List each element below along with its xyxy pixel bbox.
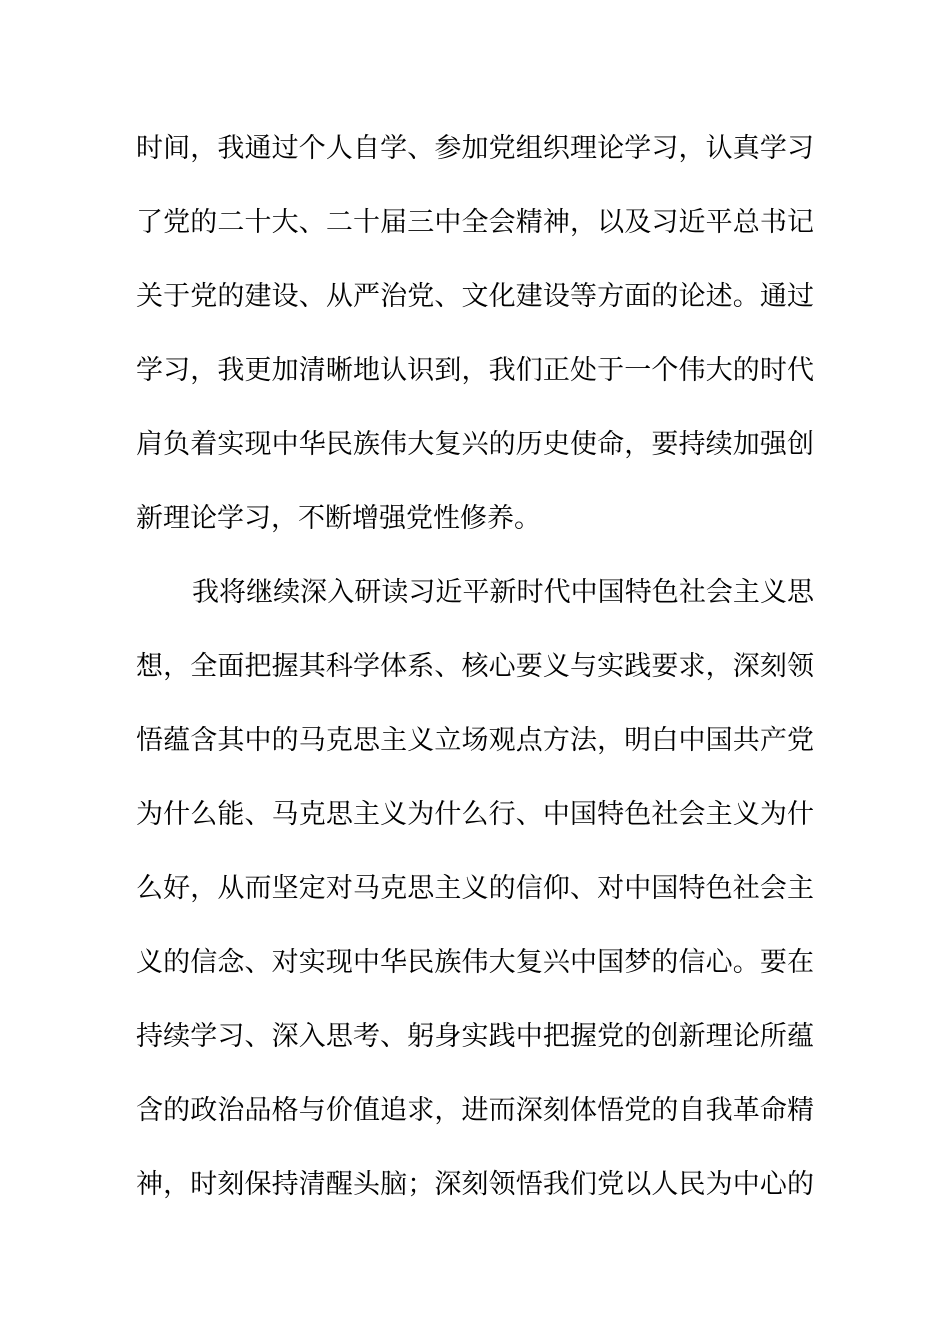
text-line: 含的政治品格与价值追求，进而深刻体悟党的自我革命精	[136, 1095, 814, 1125]
text-line: 为什么能、马克思主义为什么行、中国特色社会主义为什	[136, 799, 814, 829]
text-line: 时间，我通过个人自学、参加党组织理论学习，认真学习	[136, 133, 814, 163]
text-line-paragraph-start: 我将继续深入研读习近平新时代中国特色社会主义思	[192, 577, 814, 607]
text-line: 肩负着实现中华民族伟大复兴的历史使命，要持续加强创	[136, 429, 814, 459]
text-line: 持续学习、深入思考、躬身实践中把握党的创新理论所蕴	[136, 1021, 814, 1051]
text-line: 神，时刻保持清醒头脑；深刻领悟我们党以人民为中心的	[136, 1169, 814, 1199]
text-line: 了党的二十大、二十届三中全会精神，以及习近平总书记	[136, 207, 814, 237]
text-line-paragraph-end: 新理论学习，不断增强党性修养。	[136, 503, 541, 533]
text-line: 学习，我更加清晰地认识到，我们正处于一个伟大的时代	[136, 355, 814, 385]
text-line: 想，全面把握其科学体系、核心要义与实践要求，深刻领	[136, 651, 814, 681]
text-line: 么好，从而坚定对马克思主义的信仰、对中国特色社会主	[136, 873, 814, 903]
text-line: 义的信念、对实现中华民族伟大复兴中国梦的信心。要在	[136, 947, 814, 977]
document-text-block	[136, 111, 814, 1221]
text-line: 悟蕴含其中的马克思主义立场观点方法，明白中国共产党	[136, 725, 814, 755]
text-line: 关于党的建设、从严治党、文化建设等方面的论述。通过	[136, 281, 814, 311]
